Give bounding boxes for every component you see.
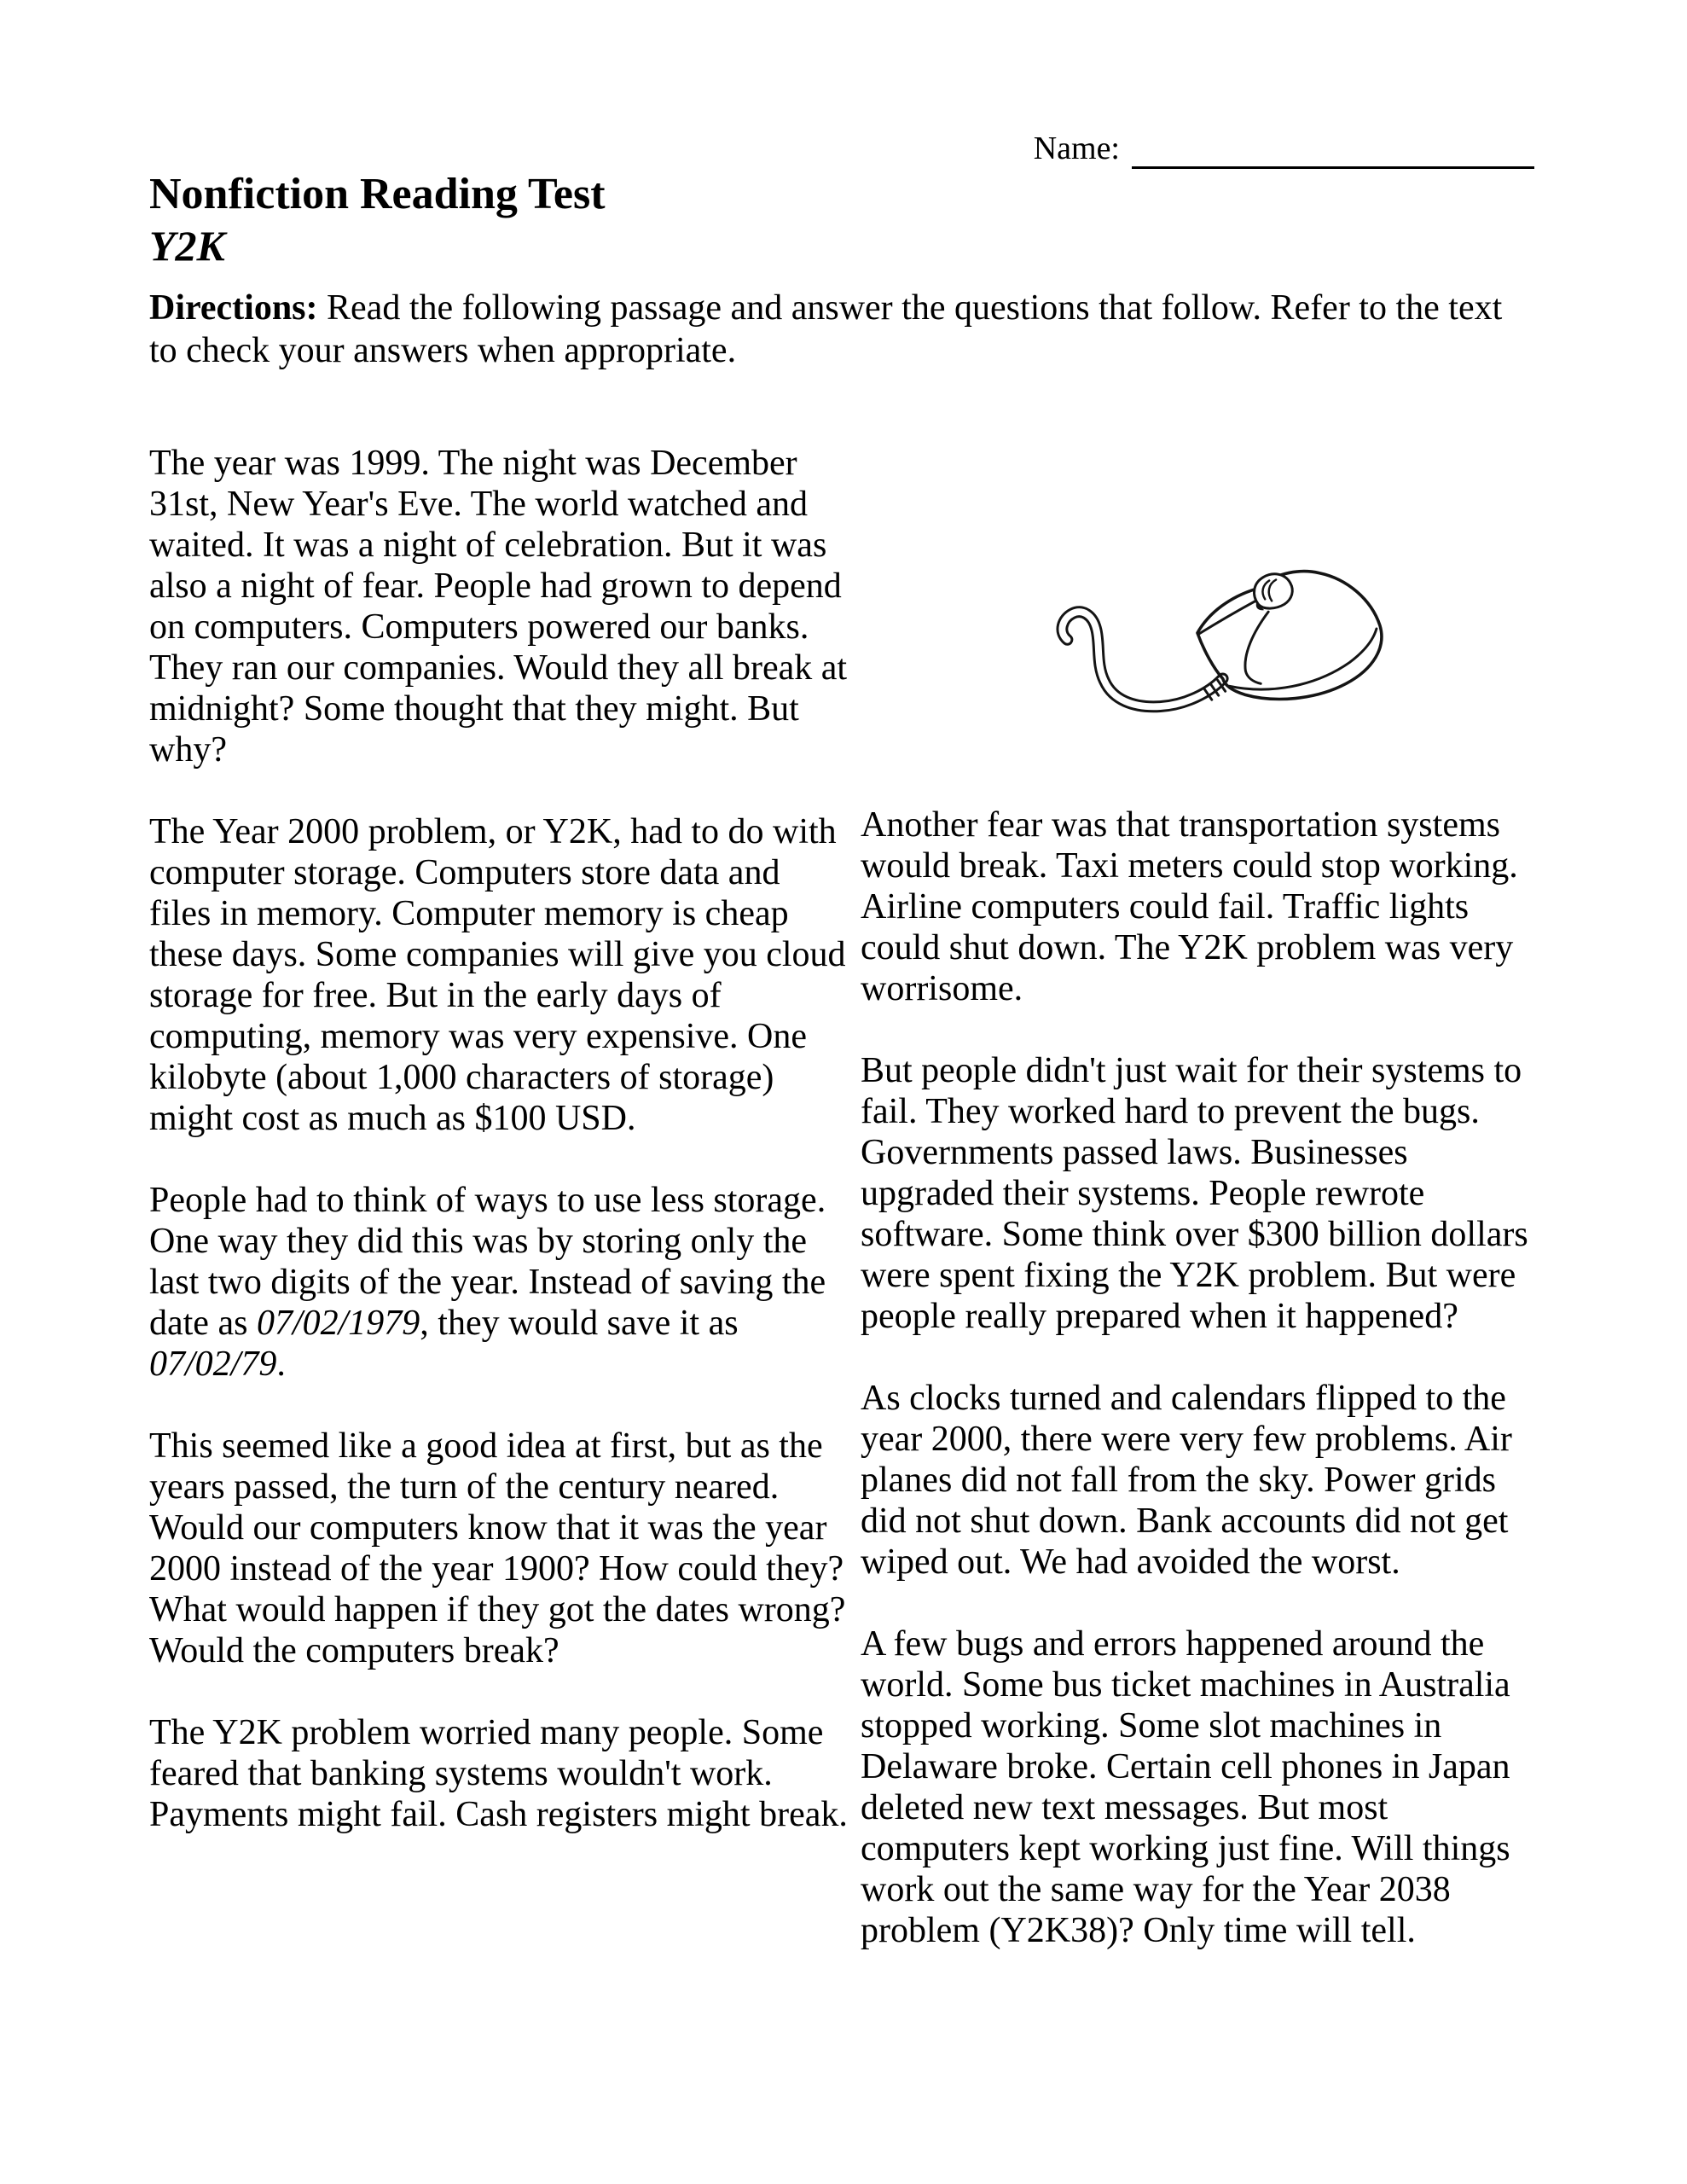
- mouse-button-panel-divider: [1245, 612, 1268, 683]
- passage-paragraph: The year was 1999. The night was December 31st, New Year's Eve. The world watched and waited. It was a night of celebration. But it was also a night of fear. People had grown to depend on computers. Computers powered our banks. They ran our companies. Would they all break at midnight? Some thought that they might. But why?: [149, 444, 848, 770]
- page-title: Nonfiction Reading Test: [149, 170, 606, 218]
- passage-paragraph: People had to think of ways to use less storage. One way they did this was by storing only the last two digits of the year. Instead of saving the date as 07/02/1979, they would save it as 07/02/79.: [149, 1181, 826, 1384]
- directions-text: Read the following passage and answer the questions that follow. Refer to the text to check your answers when appropriate.: [149, 288, 1503, 370]
- passage-paragraph: Another fear was that transportation systems would break. Taxi meters could stop working. Airline computers could fail. Traffic lights could shut down. The Y2K problem was very worrisome.: [861, 805, 1518, 1008]
- page-subtitle: Y2K: [149, 222, 225, 270]
- name-row: [149, 128, 1534, 169]
- mouse-cable: [1062, 612, 1222, 706]
- passage-paragraph: This seemed like a good idea at first, but as the years passed, the turn of the century neared. Would our computers know that it was the year 2000 instead of the year 1900? How could they? What would happen if they got the dates wrong? Would the computers break?: [149, 1426, 846, 1670]
- passage-right-column: [861, 443, 1534, 1951]
- directions-label: Directions:: [149, 288, 318, 328]
- name-blank-line: [1132, 132, 1534, 169]
- computer-mouse-illustration: [1018, 520, 1458, 733]
- mouse-scroll-wheel: [1255, 574, 1293, 611]
- passage-paragraph: But people didn't just wait for their systems to fail. They worked hard to prevent the bugs. Governments passed laws. Businesses upgraded their systems. People rewrote software. Some think over $300 billion dollars were spent fixing the Y2K problem. But were people really prepared when it happened?: [861, 1051, 1528, 1336]
- passage-paragraph: A few bugs and errors happened around the world. Some bus ticket machines in Australia stopped working. Some slot machines in Delaware broke. Certain cell phones in Japan deleted new text messages. But most computers kept working just fine. Will things work out the same way for the Year 2038 problem (Y2K38)? Only time will tell.: [861, 1624, 1510, 1950]
- passage-paragraph: The Year 2000 problem, or Y2K, had to do with computer storage. Computers store data and files in memory. Computer memory is cheap these days. Some companies will give you cloud storage for free. But in the early days of computing, memory was very expensive. One kilobyte (about 1,000 characters of storage) might cost as much as $100 USD.: [149, 812, 846, 1138]
- passage-paragraph: As clocks turned and calendars flipped to the year 2000, there were very few problems. Air planes did not fall from the sky. Power grids did not shut down. Bank accounts did not get wiped out. We had avoided the worst.: [861, 1379, 1512, 1582]
- passage-paragraph: The Y2K problem worried many people. Some feared that banking systems wouldn't work. Payments might fail. Cash registers might break.: [149, 1713, 848, 1834]
- directions: [149, 287, 1534, 372]
- passage-left-column: [149, 443, 850, 1951]
- passage-columns: [149, 443, 1534, 1951]
- passage-right-column-text: [861, 804, 1534, 1951]
- name-label: Name:: [1033, 131, 1120, 166]
